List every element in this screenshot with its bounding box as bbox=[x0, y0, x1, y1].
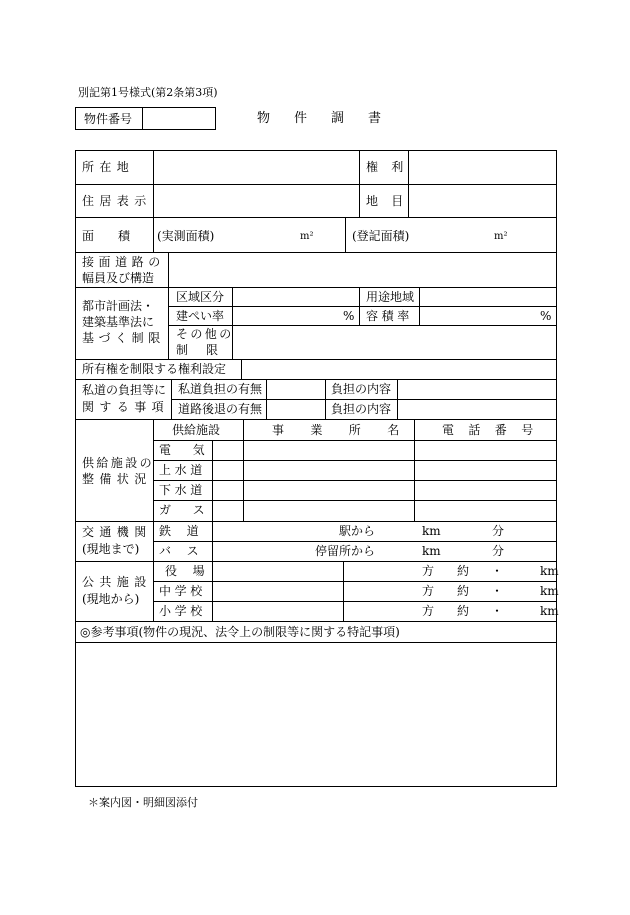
elementary-dot: ・ bbox=[491, 604, 504, 618]
measured-area-unit: m² bbox=[300, 231, 314, 242]
coverage-label: 建ぺい率 bbox=[176, 309, 225, 323]
bus-min-unit: 分 bbox=[492, 544, 505, 558]
town-hall-approx: 約 bbox=[457, 564, 470, 578]
use-zone-label: 用途地域 bbox=[366, 290, 415, 304]
land-category-label: 地目 bbox=[366, 194, 417, 208]
utility-sewer: 下水道 bbox=[159, 483, 206, 497]
burden-content-label-2: 負担の内容 bbox=[331, 402, 392, 416]
elementary-direction: 方 bbox=[422, 604, 435, 618]
road-setback-label: 道路後退の有無 bbox=[178, 402, 263, 416]
utilities-label-line1: 供給施設の bbox=[82, 456, 155, 470]
private-road-label-line2: 関する事項 bbox=[82, 400, 170, 414]
transport-label-line1: 交通機関 bbox=[82, 525, 152, 539]
property-number-label: 物件番号 bbox=[84, 112, 133, 126]
transport-label-line2: (現地まで) bbox=[82, 542, 140, 556]
address-label: 住居表示 bbox=[82, 194, 152, 208]
town-hall-label: 役場 bbox=[165, 564, 221, 578]
zoning-label-line2: 建築基準法に bbox=[82, 315, 155, 329]
form-reference: 別記第1号様式(第2条第3項) bbox=[78, 86, 218, 99]
utility-gas: ガス bbox=[159, 503, 227, 517]
zoning-label-line1: 都市計画法・ bbox=[82, 299, 155, 313]
elementary-label: 小学校 bbox=[159, 604, 206, 618]
rights-label: 権利 bbox=[366, 160, 417, 174]
rail-label: 鉄道 bbox=[159, 524, 215, 538]
other-restriction-line1: その他の bbox=[176, 327, 234, 341]
public-label-line1: 公共施設 bbox=[82, 575, 152, 589]
far-label: 容積率 bbox=[366, 309, 413, 323]
utility-water: 上水道 bbox=[159, 463, 206, 477]
from-stop-label: 停留所から bbox=[315, 544, 376, 558]
rail-min-unit: 分 bbox=[492, 524, 505, 538]
private-road-burden-label: 私道負担の有無 bbox=[178, 382, 263, 396]
town-hall-km: km bbox=[540, 564, 559, 578]
measured-area-label: (実測面積) bbox=[157, 229, 215, 243]
ownership-restriction-label: 所有権を制限する権利設定 bbox=[82, 362, 227, 376]
other-restriction-line2: 制限 bbox=[176, 343, 237, 357]
utilities-col-facility: 供給施設 bbox=[172, 423, 221, 437]
bus-label: バス bbox=[159, 544, 215, 558]
from-station-label: 駅から bbox=[339, 524, 376, 538]
junior-high-label: 中学校 bbox=[159, 584, 206, 598]
elementary-approx: 約 bbox=[457, 604, 470, 618]
rail-km-unit: km bbox=[422, 524, 441, 538]
junior-high-approx: 約 bbox=[457, 584, 470, 598]
utilities-col-office: 事業所名 bbox=[272, 423, 426, 437]
coverage-percent: % bbox=[343, 309, 355, 323]
town-hall-direction: 方 bbox=[422, 564, 435, 578]
junior-high-km: km bbox=[540, 584, 559, 598]
junior-high-direction: 方 bbox=[422, 584, 435, 598]
bus-km-unit: km bbox=[422, 544, 441, 558]
elementary-km: km bbox=[540, 604, 559, 618]
burden-content-label-1: 負担の内容 bbox=[331, 382, 392, 396]
district-label: 区域区分 bbox=[176, 290, 225, 304]
attachment-note: ＊案内図・明細図添付 bbox=[88, 796, 198, 809]
public-label-line2: (現地から) bbox=[82, 592, 140, 606]
road-label-line2: 幅員及び構造 bbox=[82, 271, 155, 285]
utility-electricity: 電気 bbox=[159, 443, 227, 457]
zoning-label-line3: 基づく制限 bbox=[82, 331, 165, 345]
town-hall-dot: ・ bbox=[491, 564, 504, 578]
road-label-line1: 接面道路の bbox=[82, 255, 165, 269]
document-title: 物件調書 bbox=[257, 111, 406, 126]
junior-high-dot: ・ bbox=[491, 584, 504, 598]
utilities-col-phone: 電話番号 bbox=[442, 423, 548, 437]
private-road-label-line1: 私道の負担等に bbox=[82, 383, 167, 397]
utilities-label-line2: 整備状況 bbox=[82, 472, 152, 486]
far-percent: % bbox=[540, 309, 552, 323]
remarks-label: ◎参考事項(物件の現況、法令上の制限等に関する特記事項) bbox=[80, 625, 400, 639]
registered-area-label: (登記面積) bbox=[352, 229, 410, 243]
area-label: 面積 bbox=[82, 229, 155, 243]
location-label: 所在地 bbox=[82, 160, 135, 174]
registered-area-unit: m² bbox=[494, 231, 508, 242]
